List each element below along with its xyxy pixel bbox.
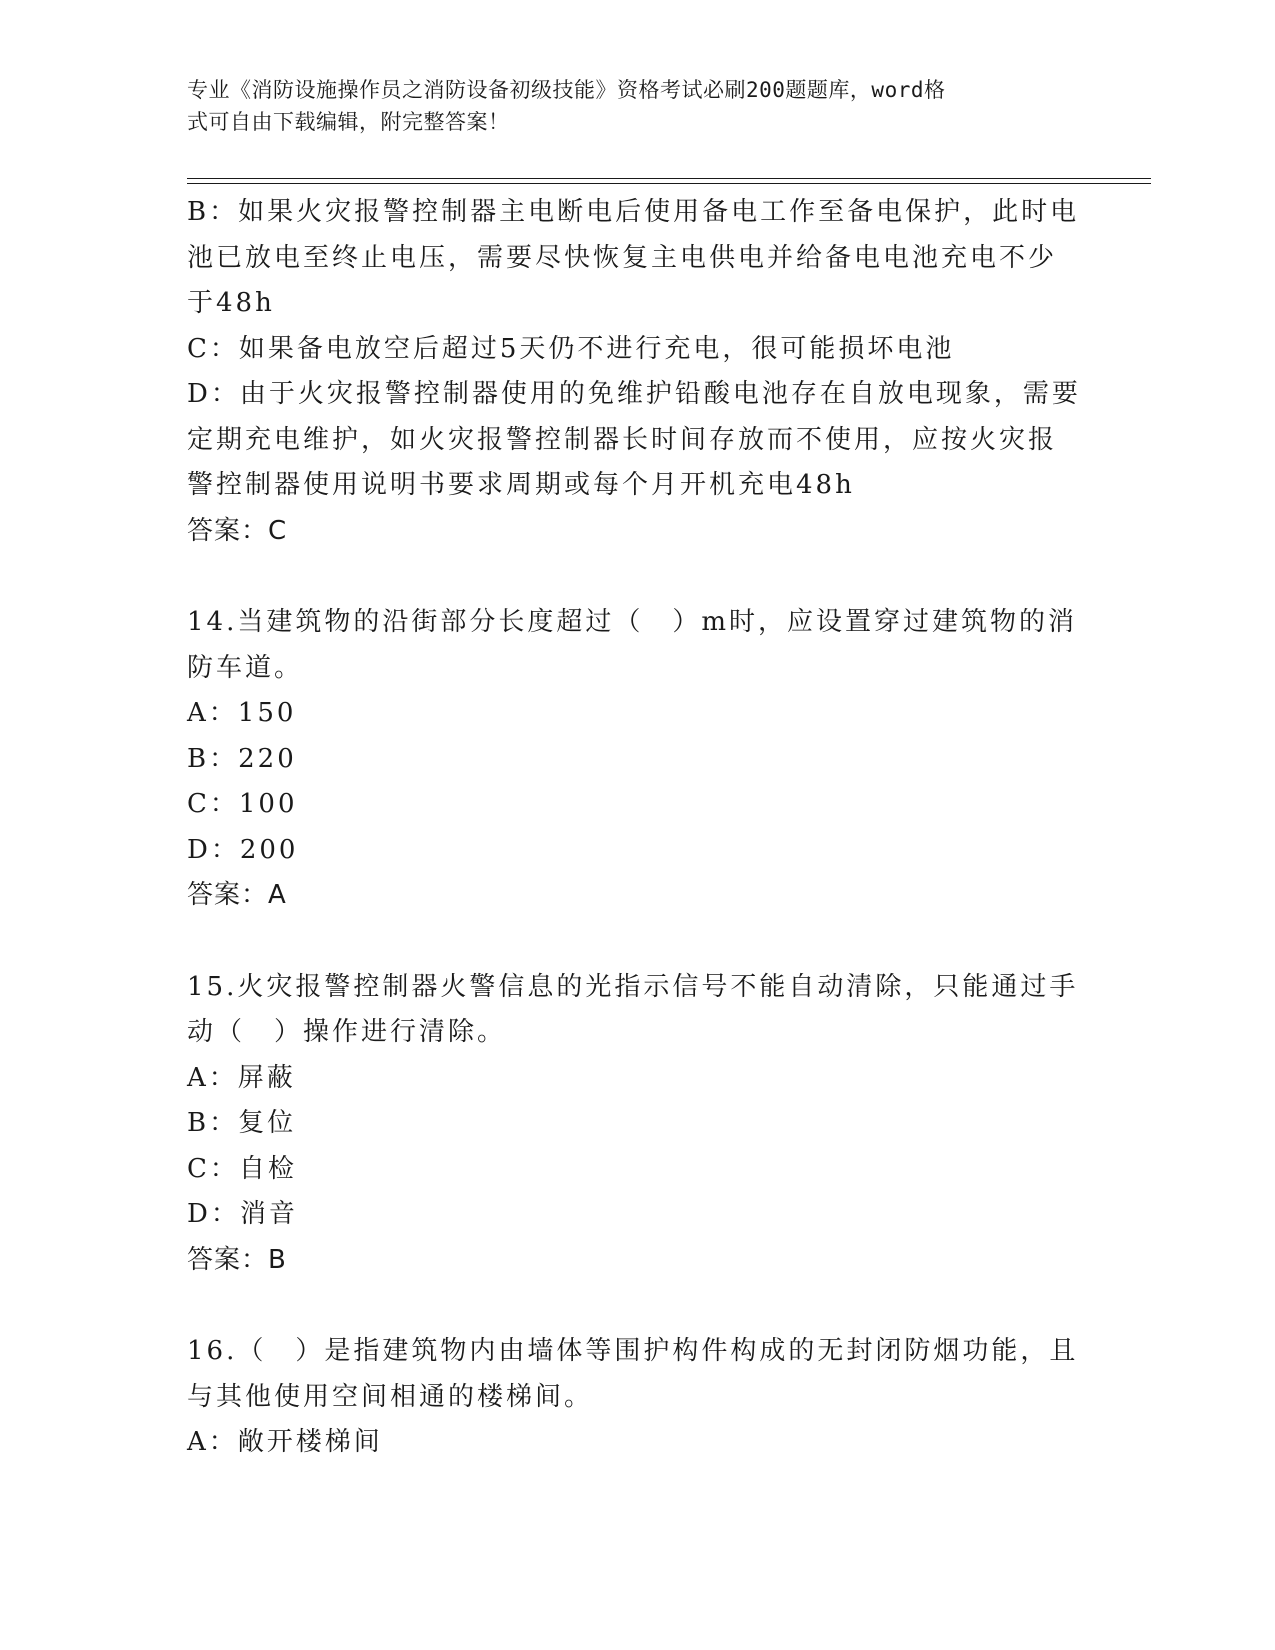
header-divider-top xyxy=(187,178,1151,179)
q16-stem-line-1: 16.（ ）是指建筑物内由墙体等围护构件构成的无封闭防烟功能，且 xyxy=(187,1336,1079,1366)
q15-option-a: A：屏蔽 xyxy=(187,1062,296,1093)
q14-option-a: A：150 xyxy=(187,698,297,728)
q14-answer: 答案：A xyxy=(187,880,287,910)
q13-option-b-line-1: B：如果火灾报警控制器主电断电后使用备电工作至备电保护，此时电 xyxy=(187,197,1080,227)
question-16 xyxy=(187,1329,1087,1466)
document-header xyxy=(187,74,1067,138)
q15-option-b: B：复位 xyxy=(187,1108,297,1138)
spacer xyxy=(187,554,1087,600)
spacer xyxy=(187,1283,1087,1329)
q13-option-b-line-3: 于48h xyxy=(187,288,275,318)
question-14 xyxy=(187,600,1087,919)
spacer xyxy=(187,919,1087,965)
q16-option-a: A：敞开楼梯间 xyxy=(187,1427,383,1457)
header-line-1: 专业《消防设施操作员之消防设备初级技能》资格考试必刷200题题库，word格 xyxy=(187,78,946,102)
header-divider-bottom xyxy=(187,183,1151,184)
q15-option-c: C：自检 xyxy=(187,1153,297,1184)
q16-stem-line-2: 与其他使用空间相通的楼梯间。 xyxy=(187,1381,594,1412)
q13-option-d-line-3: 警控制器使用说明书要求周期或每个月开机充电48h xyxy=(187,470,855,500)
q15-answer: 答案：B xyxy=(187,1244,287,1275)
q13-option-d-line-1: D：由于火灾报警控制器使用的免维护铅酸电池存在自放电现象，需要 xyxy=(187,379,1081,409)
q14-option-b: B：220 xyxy=(187,743,297,774)
q14-stem-line-2: 防车道。 xyxy=(187,652,304,683)
q14-option-d: D：200 xyxy=(187,834,299,865)
question-content xyxy=(187,190,1087,1466)
q13-option-d-line-2: 定期充电维护，如火灾报警控制器长时间存放而不使用，应按火灾报 xyxy=(187,424,1058,455)
q14-option-c: C：100 xyxy=(187,789,298,819)
q15-option-d: D：消音 xyxy=(187,1199,298,1229)
q13-option-c: C：如果备电放空后超过5天仍不进行充电，很可能损坏电池 xyxy=(187,333,955,364)
q13-option-b-line-2: 池已放电至终止电压，需要尽快恢复主电供电并给备电电池充电不少 xyxy=(187,242,1058,273)
q13-answer: 答案：C xyxy=(187,515,288,546)
header-line-2: 式可自由下载编辑，附完整答案！ xyxy=(187,110,510,134)
q15-stem-line-2: 动（ ）操作进行清除。 xyxy=(187,1017,507,1047)
question-15 xyxy=(187,965,1087,1284)
q14-stem-line-1: 14.当建筑物的沿街部分长度超过（ ）m时，应设置穿过建筑物的消 xyxy=(187,607,1078,637)
q15-stem-line-1: 15.火灾报警控制器火警信息的光指示信号不能自动清除，只能通过手 xyxy=(187,971,1079,1002)
question-13 xyxy=(187,190,1087,554)
